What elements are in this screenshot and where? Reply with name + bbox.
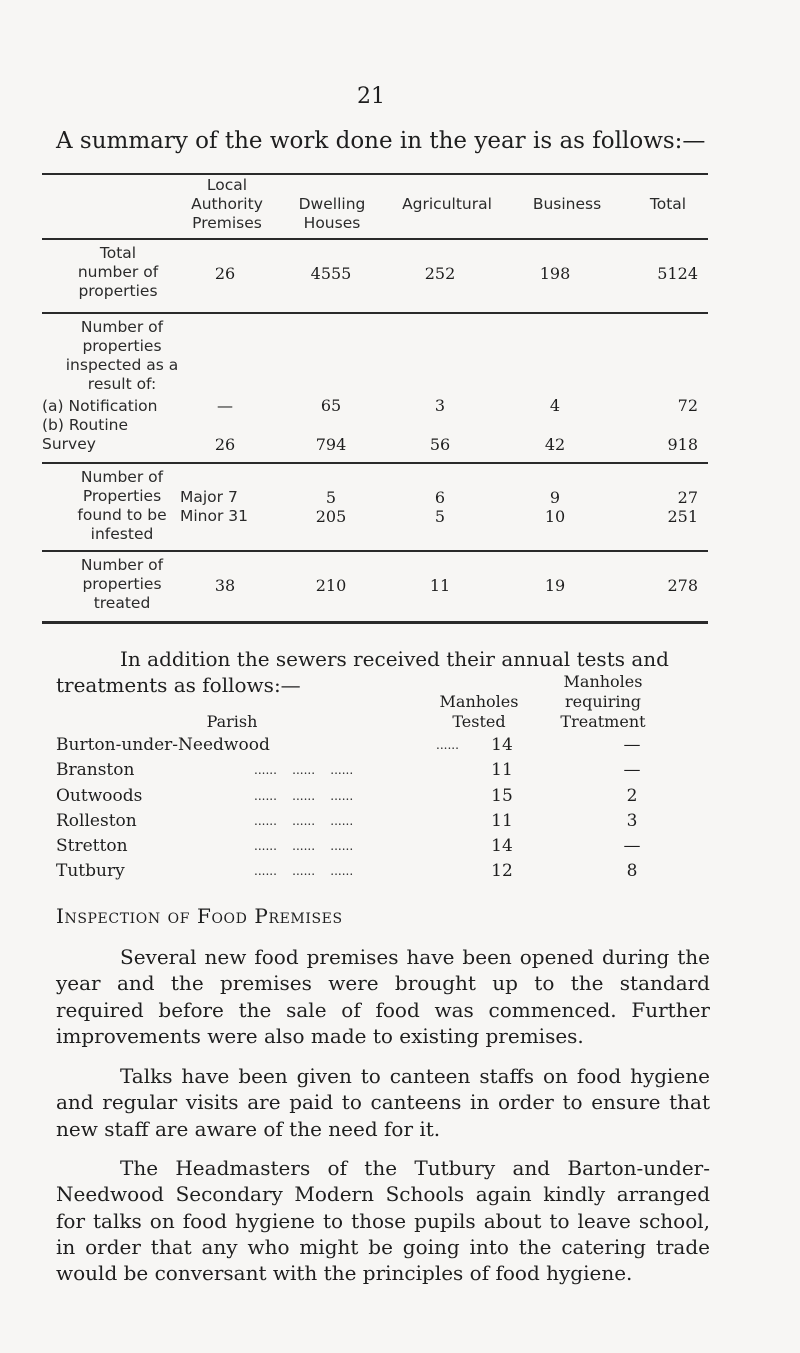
col-header-line: Authority bbox=[191, 195, 263, 213]
col-header-manholes-treatment bbox=[536, 672, 670, 732]
row-label-line: Number of bbox=[80, 318, 164, 336]
cell-routine-dwelling: 794 bbox=[315, 435, 347, 454]
row-label-line: Total bbox=[99, 244, 137, 262]
paragraph-school-talks: The Headmasters of the Tutbury and Barton-under-Needwood Secondary Modern Schools again kindly arranged for talks on food hygiene to those pupils about to leave school, in order that any who might be going into the catering trade would be conversant with the principles of food hygiene. bbox=[56, 1156, 710, 1286]
row-label-line: inspected as a bbox=[65, 356, 179, 374]
section-heading: Inspection of Food Premises bbox=[56, 904, 343, 928]
cell-major-business: 9 bbox=[549, 488, 561, 507]
col-header-line: Treatment bbox=[560, 712, 646, 731]
table-top-rule bbox=[42, 173, 708, 175]
cell-major-dwelling: 5 bbox=[325, 488, 337, 507]
row-rule bbox=[42, 550, 708, 552]
col-header-line: Manholes bbox=[563, 672, 643, 691]
cell-minor-total: 251 bbox=[667, 507, 698, 526]
col-header-line: Tested bbox=[452, 712, 506, 731]
row-label-notification: (a) Notification bbox=[42, 397, 158, 415]
col-header-line: Premises bbox=[192, 214, 262, 232]
cell-total-dwelling: 4555 bbox=[310, 264, 352, 283]
cell-notification-agricultural: 3 bbox=[434, 396, 446, 415]
table-row bbox=[56, 859, 696, 884]
row-label-routine: (b) Routine bbox=[42, 416, 128, 434]
cell-total-local: 26 bbox=[214, 264, 236, 283]
manholes-tested: 11 bbox=[491, 810, 513, 831]
cell-major-local: Major 7 bbox=[180, 488, 238, 506]
row-label-line: Number of bbox=[80, 468, 164, 486]
manholes-treatment: — bbox=[623, 836, 641, 857]
cell-notification-total: 72 bbox=[677, 396, 698, 415]
table-row bbox=[56, 809, 696, 834]
parish-name: Tutbury bbox=[56, 861, 125, 882]
row-label-line: properties bbox=[82, 337, 162, 355]
row-label-line: number of bbox=[77, 263, 159, 281]
manholes-rows bbox=[56, 733, 696, 885]
cell-minor-business: 10 bbox=[544, 507, 566, 526]
header-rule bbox=[42, 238, 708, 240]
col-header-agricultural: Agricultural bbox=[402, 195, 492, 213]
cell-routine-agricultural: 56 bbox=[429, 435, 451, 454]
manholes-tested: 14 bbox=[491, 735, 513, 755]
manholes-tested: 15 bbox=[491, 785, 513, 806]
cell-major-agricultural: 6 bbox=[434, 488, 446, 507]
row-label-line: treated bbox=[93, 594, 151, 612]
parish-name: Stretton bbox=[56, 836, 128, 857]
table-row bbox=[56, 834, 696, 859]
col-header-line: Manholes bbox=[439, 692, 519, 711]
row-label-line: Number of bbox=[80, 556, 164, 574]
cell-notification-dwelling: 65 bbox=[320, 396, 342, 415]
cell-minor-agricultural: 5 bbox=[434, 507, 446, 526]
col-header-manholes-tested bbox=[426, 692, 532, 732]
cell-major-total: 27 bbox=[677, 488, 698, 507]
manholes-treatment: 3 bbox=[626, 810, 638, 831]
col-header-business: Business bbox=[532, 195, 602, 213]
col-header-line: requiring bbox=[564, 692, 642, 711]
row-label-total-properties bbox=[42, 244, 194, 301]
paragraph-canteen-talks: Talks have been given to canteen staffs on food hygiene and regular visits are paid to canteens in order to ensure that new staff are aware of the need for it. bbox=[56, 1064, 710, 1141]
cell-total-total: 5124 bbox=[657, 264, 698, 283]
parish-name: Rolleston bbox=[56, 810, 137, 831]
col-header-line: Local bbox=[206, 176, 248, 194]
cell-treated-business: 19 bbox=[544, 576, 566, 595]
row-label-line: infested bbox=[90, 525, 154, 543]
row-rule bbox=[42, 462, 708, 464]
row-label-line: Properties bbox=[82, 487, 162, 505]
cell-routine-business: 42 bbox=[544, 435, 566, 454]
sewers-intro-line: In addition the sewers received their annual tests and bbox=[120, 647, 669, 671]
parish-name: Outwoods bbox=[56, 785, 143, 806]
cell-routine-total: 918 bbox=[667, 435, 698, 454]
col-header-total: Total bbox=[649, 195, 687, 213]
cell-minor-dwelling: 205 bbox=[315, 507, 347, 526]
leader-dots: ...... ...... ...... bbox=[254, 839, 354, 854]
col-header-dwelling-houses bbox=[292, 195, 372, 233]
parish-name: Branston bbox=[56, 760, 135, 781]
row-label-line: found to be bbox=[77, 506, 167, 524]
cell-total-business: 198 bbox=[539, 264, 571, 283]
summary-intro: A summary of the work done in the year is as follows:— bbox=[56, 128, 706, 154]
col-header-line: Houses bbox=[303, 214, 361, 232]
leader-dots: ...... ...... ...... bbox=[254, 763, 354, 778]
cell-notification-local: — bbox=[217, 396, 233, 415]
table-bottom-rule bbox=[42, 621, 708, 624]
cell-treated-dwelling: 210 bbox=[315, 576, 347, 595]
leader-dots: ...... ...... ...... bbox=[254, 788, 354, 803]
col-header-local-authority bbox=[172, 176, 282, 233]
row-label-survey: Survey bbox=[42, 435, 96, 453]
manholes-treatment: — bbox=[623, 760, 641, 781]
parish-name: Burton-under-Needwood bbox=[56, 735, 270, 755]
row-label-inspected bbox=[42, 318, 202, 454]
row-label-treated bbox=[42, 556, 202, 613]
manholes-tested: 12 bbox=[491, 861, 513, 882]
row-label-line: properties bbox=[82, 575, 162, 593]
leader-dots: ...... ...... ...... bbox=[254, 864, 354, 879]
cell-treated-local: 38 bbox=[214, 576, 236, 595]
row-label-infested bbox=[42, 468, 202, 544]
row-label-line: result of: bbox=[87, 375, 157, 393]
leader-dots: ...... ...... ...... bbox=[254, 813, 354, 828]
manholes-treatment: — bbox=[623, 735, 641, 755]
row-rule bbox=[42, 312, 708, 314]
cell-minor-local: Minor 31 bbox=[180, 507, 249, 525]
col-header-line: Dwelling bbox=[298, 195, 366, 213]
manholes-treatment: 8 bbox=[626, 861, 638, 882]
table-row bbox=[56, 733, 696, 758]
cell-treated-agricultural: 11 bbox=[429, 576, 451, 595]
cell-treated-total: 278 bbox=[667, 576, 698, 595]
cell-routine-local: 26 bbox=[214, 435, 236, 454]
cell-total-agricultural: 252 bbox=[424, 264, 456, 283]
manholes-tested: 14 bbox=[491, 836, 513, 857]
paragraph-new-premises: Several new food premises have been opened during the year and the premises were brought up to the standard required before the sale of food was commenced. Further improvements were also made to existing premises. bbox=[56, 945, 710, 1048]
manholes-tested: 11 bbox=[491, 760, 513, 781]
table-row bbox=[56, 758, 696, 783]
table-row bbox=[56, 784, 696, 809]
page-number: 21 bbox=[357, 84, 385, 109]
row-label-line: properties bbox=[78, 282, 158, 300]
leader-dots: ...... bbox=[436, 738, 459, 752]
cell-notification-business: 4 bbox=[549, 396, 561, 415]
sewers-intro-line: treatments as follows:— bbox=[56, 673, 301, 697]
col-header-parish: Parish bbox=[206, 712, 258, 731]
manholes-treatment: 2 bbox=[626, 785, 638, 806]
